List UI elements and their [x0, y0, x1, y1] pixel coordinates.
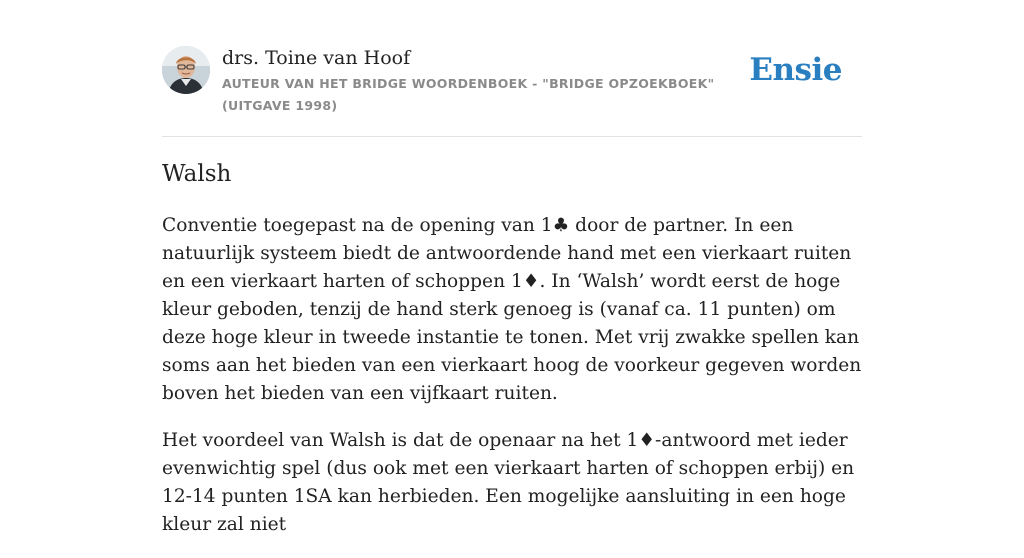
article-paragraph-1: Conventie toegepast na de opening van 1♣ door de partner. In een natuurlijk systeem biedt de antwoordende hand met een vierkaart ruiten en een vierkaart harten of schoppen 1♦. In ‘Walsh’ wordt eerst de hoge kleur geboden, tenzij de hand sterk genoeg is (vanaf ca. 11 punten) om deze hoge kleur in tweede instantie te tonen. Met vrij zwakke spellen kan soms aan het bieden van een vierkaart hoog de voorkeur gegeven worden boven het bieden van een vijfkaart ruiten. — [162, 215, 862, 404]
author-name[interactable]: drs. Toine van Hoof — [222, 47, 411, 69]
article-body — [162, 212, 862, 558]
brand-logo[interactable]: Ensie — [749, 52, 842, 88]
article-paragraph-2: Het voordeel van Walsh is dat de openaar na het 1♦-antwoord met ieder evenwichtig spel (dus ook met een vierkaart harten of schoppen erbij) en 12-14 punten 1SA kan herbieden. Een mogelijke aansluiting in een hoge kleur zal niet — [162, 430, 855, 535]
article-header — [162, 46, 862, 137]
article-title: Walsh — [162, 161, 232, 187]
author-avatar[interactable] — [162, 46, 210, 94]
author-role: AUTEUR VAN HET BRIDGE WOORDENBOEK - "BRIDGE OPZOEKBOEK" (UITGAVE 1998) — [222, 76, 715, 113]
author-photo — [162, 46, 210, 94]
